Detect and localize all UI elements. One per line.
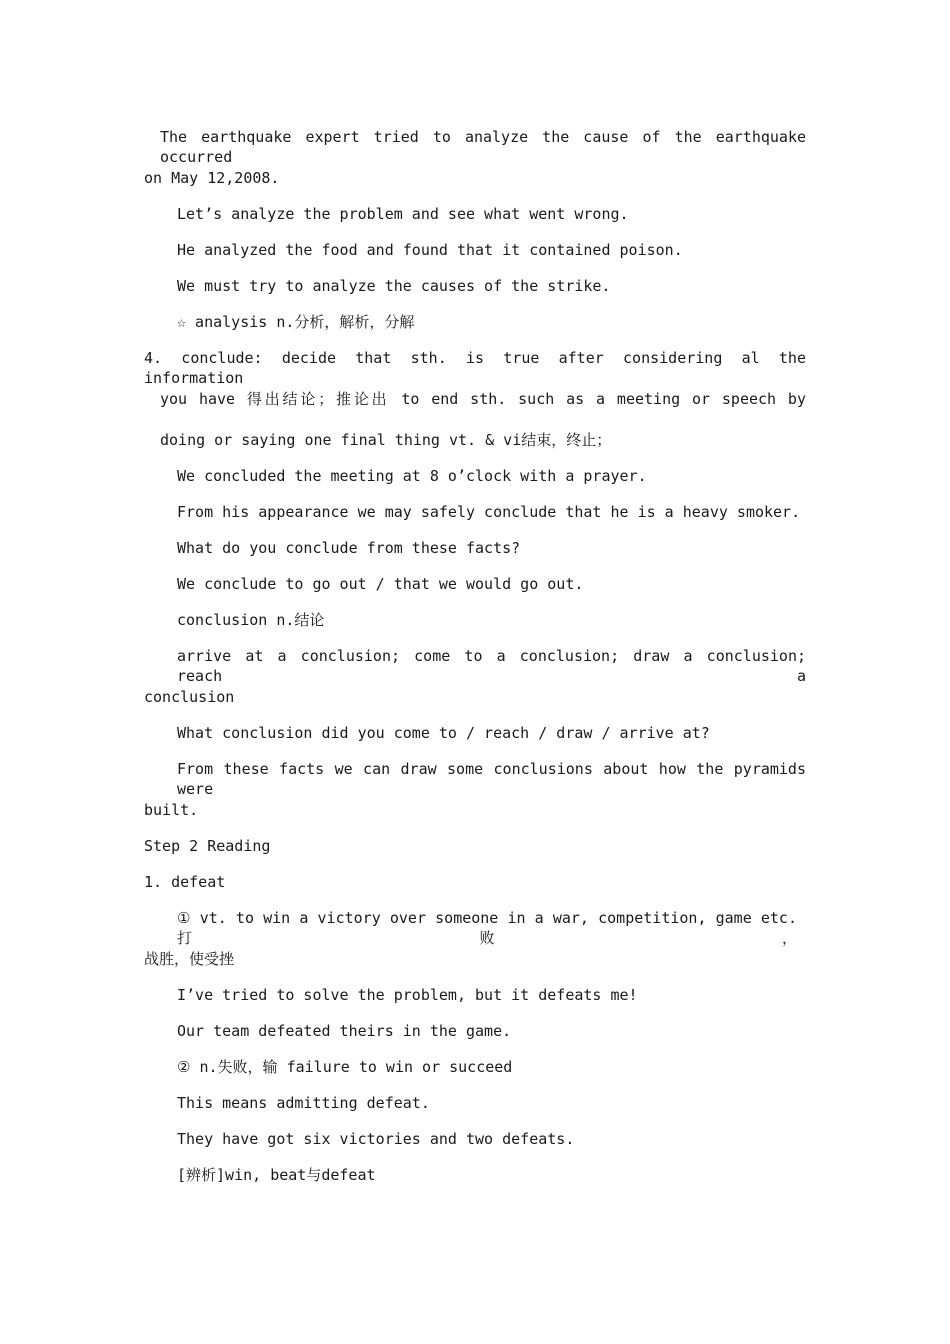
text-line: doing or saying one final thing vt. & vi结束，终止；: [160, 431, 612, 449]
text-line: The earthquake expert tried to analyze the cause of the earthquake occurred: [160, 128, 806, 166]
text-line: They have got six victories and two defeats.: [177, 1130, 575, 1148]
text-line: arrive at a conclusion; come to a conclusion; draw a conclusion; reach a: [177, 647, 806, 685]
text-line: conclusion: [144, 688, 235, 706]
text-line: Our team defeated theirs in the game.: [177, 1022, 512, 1040]
text-line: [辨析]win, beat与defeat: [177, 1166, 376, 1184]
text-line: on May 12,2008.: [144, 169, 280, 187]
text-line: From these facts we can draw some conclusions about how the pyramids were: [177, 760, 806, 798]
text-line: ② n.失败，输 failure to win or succeed: [177, 1058, 513, 1076]
text-line: Let’s analyze the problem and see what went wrong.: [177, 205, 629, 223]
text-line: 4. conclude: decide that sth. is true after considering al the information: [144, 349, 806, 387]
text-line: He analyzed the food and found that it contained poison.: [177, 241, 683, 259]
text-line: 战胜，使受挫: [144, 950, 235, 968]
text-line: We concluded the meeting at 8 o’clock with a prayer.: [177, 467, 647, 485]
text-line: I’ve tried to solve the problem, but it defeats me!: [177, 986, 638, 1004]
text-line: built.: [144, 801, 199, 819]
text-line: We must try to analyze the causes of the strike.: [177, 277, 611, 295]
text-line: ☆ analysis n.分析，解析，分解: [177, 313, 415, 331]
text-line: What do you conclude from these facts?: [177, 539, 521, 557]
text-line: 1. defeat: [144, 873, 226, 891]
text-line: conclusion n.结论: [177, 611, 325, 629]
text-line: From his appearance we may safely conclude that he is a heavy smoker.: [177, 503, 801, 521]
text-line: ① vt. to win a victory over someone in a war, competition, game etc.打败，: [177, 909, 797, 947]
text-line: you have 得出结论；推论出 to end sth. such as a meeting or speech by: [160, 390, 806, 408]
section-heading: Step 2 Reading: [144, 837, 271, 855]
text-line: We conclude to go out / that we would go out.: [177, 575, 584, 593]
text-line: What conclusion did you come to / reach / draw / arrive at?: [177, 724, 710, 742]
text-line: This means admitting defeat.: [177, 1094, 430, 1112]
